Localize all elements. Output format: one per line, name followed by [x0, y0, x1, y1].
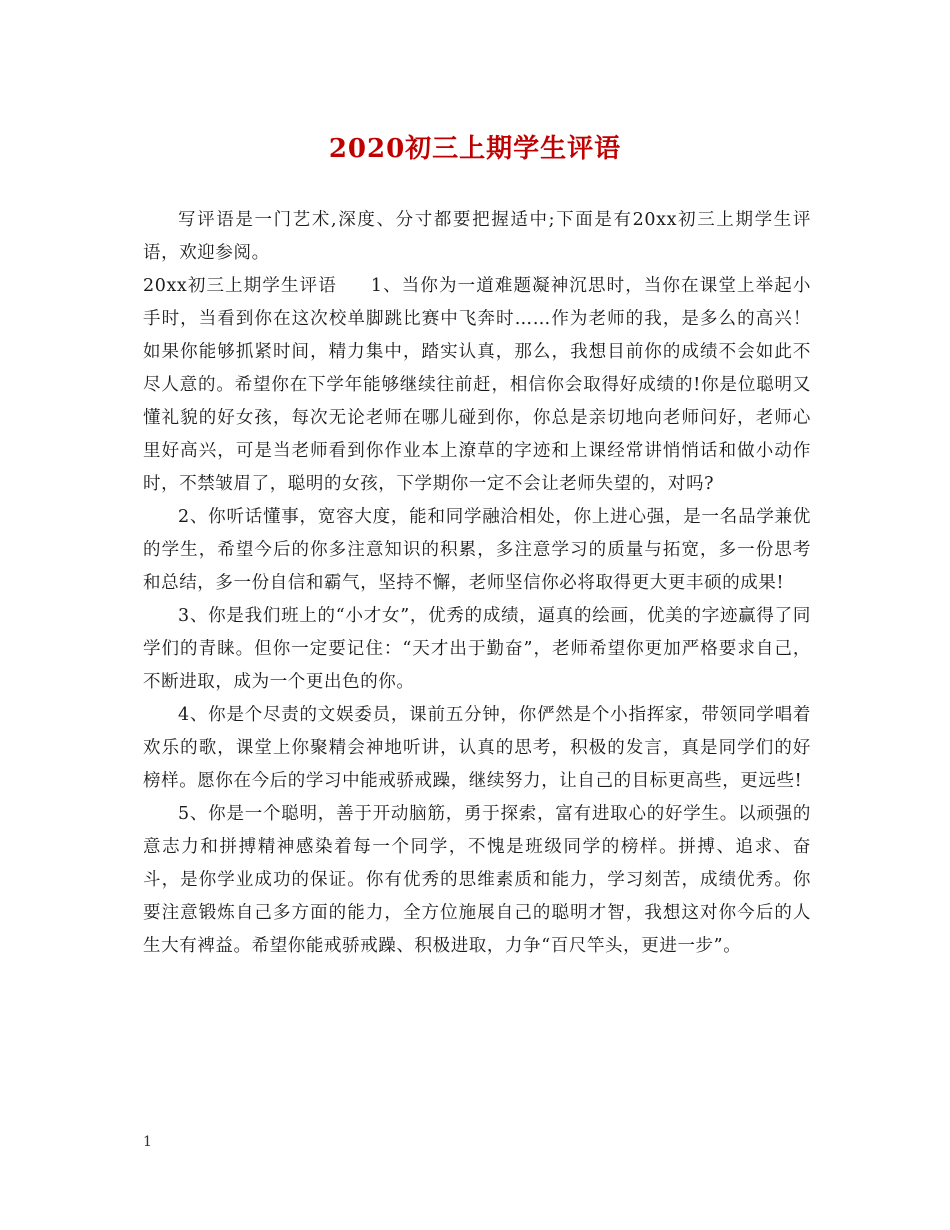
comment-paragraph-1 [143, 270, 811, 501]
intro-paragraph: 写评语是一门艺术,深度、分寸都要把握适中;下面是有20xx初三上期学生评语，欢迎参阅。 [143, 210, 811, 263]
section-heading: 20xx初三上期学生评语 [143, 276, 337, 296]
comment-1-text: 1、当你为一道难题凝神沉思时，当你在课堂上举起小手时，当看到你在这次校单脚跳比赛中飞奔时……作为老师的我，是多么的高兴！如果你能够抓紧时间，精力集中，踏实认真，那么，我想目前你的成绩不会如此不尽人意的。希望你在下学年能够继续往前赶，相信你会取得好成绩的!你是位聪明又懂礼貌的好女孩，每次无论老师在哪儿碰到你，你总是亲切地向老师问好，老师心里好高兴，可是当老师看到你作业本上潦草的字迹和上课经常讲悄悄话和做小动作时，不禁皱眉了，聪明的女孩，下学期你一定不会让老师失望的，对吗? [143, 276, 811, 494]
comment-paragraph-5: 5、你是一个聪明，善于开动脑筋，勇于探索，富有进取心的好学生。以顽强的意志力和拼搏精神感染着每一个同学，不愧是班级同学的榜样。拼搏、追求、奋斗，是你学业成功的保证。你有优秀的思维素质和能力，学习刻苦，成绩优秀。你要注意锻炼自己多方面的能力，全方位施展自己的聪明才智，我想这对你今后的人生大有裨益。希望你能戒骄戒躁、积极进取，力争“百尺竿头，更进一步”。 [143, 804, 811, 956]
document-body [143, 204, 811, 963]
page-number: 1 [143, 1134, 152, 1150]
comment-paragraph-4: 4、你是个尽责的文娱委员，课前五分钟，你俨然是个小指挥家，带领同学唱着欢乐的歌，课堂上你聚精会神地听讲，认真的思考，积极的发言，真是同学们的好榜样。愿你在今后的学习中能戒骄戒躁，继续努力，让自己的目标更高些，更远些! [143, 705, 811, 791]
comment-paragraph-3: 3、你是我们班上的“小才女”，优秀的成绩，逼真的绘画，优美的字迹赢得了同学们的青睐。但你一定要记住：“天才出于勤奋”，老师希望你更加严格要求自己，不断进取，成为一个更出色的你。 [143, 606, 811, 692]
document-title: 2020初三上期学生评语 [328, 134, 622, 164]
comment-paragraph-2: 2、你听话懂事，宽容大度，能和同学融洽相处，你上进心强，是一名品学兼优的学生，希望今后的你多注意知识的积累，多注意学习的质量与拓宽，多一份思考和总结，多一份自信和霸气，坚持不懈，老师坚信你必将取得更大更丰硕的成果! [143, 507, 811, 593]
